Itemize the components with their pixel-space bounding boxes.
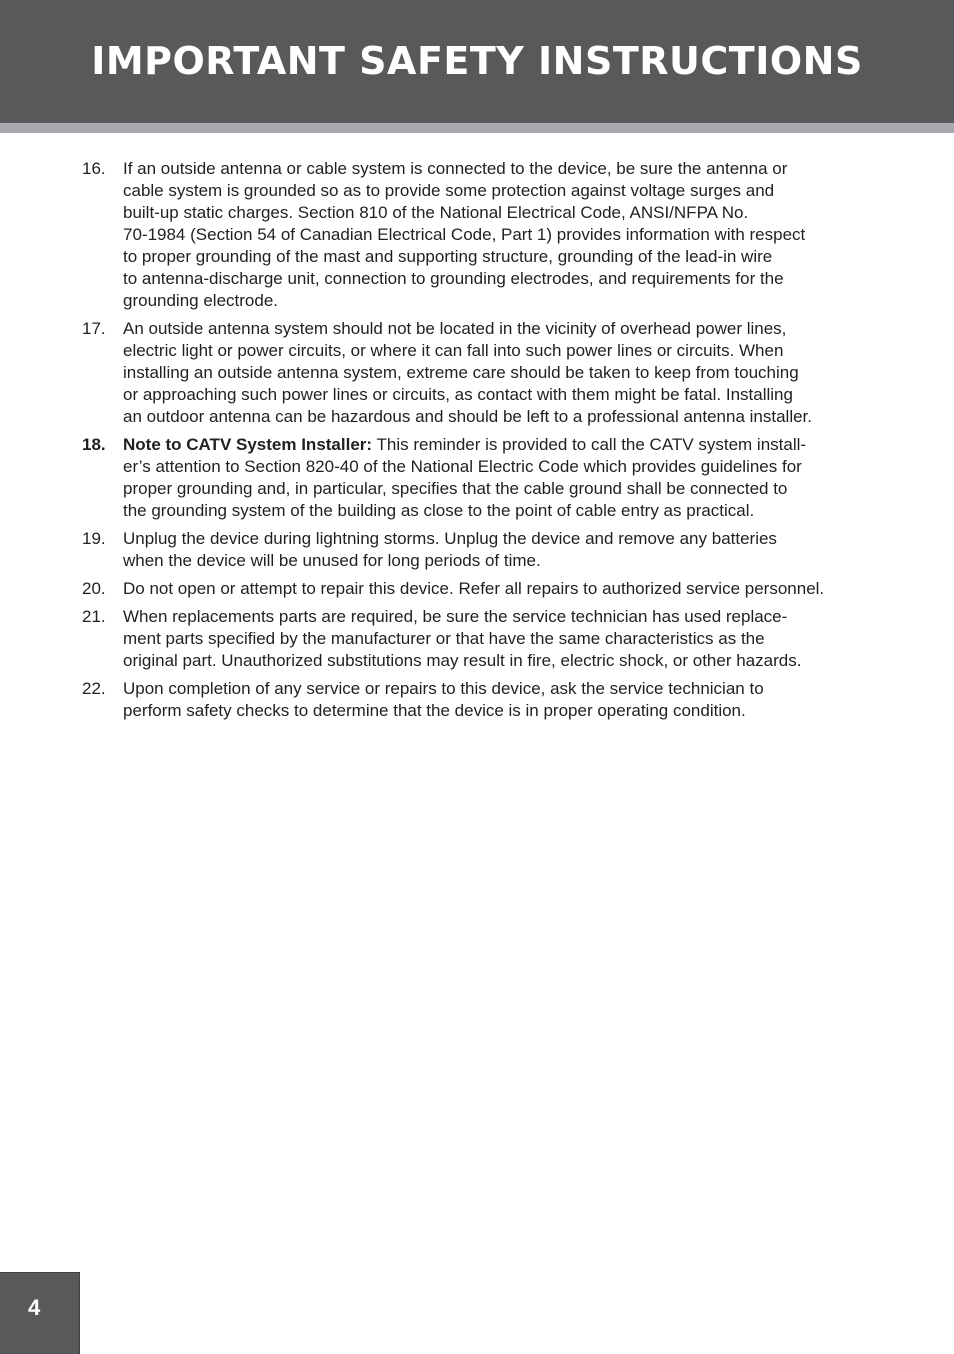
item-number: 22. [82, 679, 106, 698]
header-divider [0, 123, 954, 133]
item-text: When replacements parts are required, be sure the service technician has used replace- ment parts specified by the manufacturer or that have the same characteristics as the original part. Unauthorized substitutions may result in fire, electric shock, or other hazards. [123, 607, 802, 670]
instruction-list [82, 158, 882, 728]
page-header [0, 0, 954, 123]
list-item [82, 434, 882, 522]
item-text: This reminder is provided to call the CATV system install- er’s attention to Section 820-40 of the National Electric Code which provides guidelines for proper grounding and, in particular, specifies that the cable ground shall be connected to the grounding system of the building as close to the point of cable entry as practical. [123, 435, 807, 520]
page-number: 4 [28, 1295, 41, 1320]
item-text: Upon completion of any service or repairs to this device, ask the service technician to perform safety checks to determine that the device is in proper operating condition. [123, 679, 764, 720]
item-number: 19. [82, 529, 106, 548]
item-text: An outside antenna system should not be located in the vicinity of overhead power lines, electric light or power circuits, or where it can fall into such power lines or circuits. When installing an outside antenna system, extreme care should be taken to keep from touching or approaching such power lines or circuits, as contact with them might be fatal. Installing an outdoor antenna can be hazardous and should be left to a professional antenna installer. [123, 319, 813, 426]
list-item [82, 578, 882, 600]
item-text-wrapper [123, 434, 882, 522]
page-title: IMPORTANT SAFETY INSTRUCTIONS [91, 39, 863, 83]
item-number: 17. [82, 319, 106, 338]
list-item [82, 606, 882, 672]
item-text: Unplug the device during lightning storms. Unplug the device and remove any batteries when the device will be unused for long periods of time. [123, 529, 777, 570]
list-item [82, 158, 882, 312]
item-number: 20. [82, 579, 106, 598]
list-item [82, 528, 882, 572]
item-number: 18. [82, 435, 106, 454]
item-lead-heading: Note to CATV System Installer: [123, 435, 373, 454]
item-text: If an outside antenna or cable system is connected to the device, be sure the antenna or cable system is grounded so as to provide some protection against voltage surges and built-up static charges. Section 810 of the National Electrical Code, ANSI/NFPA No. 70-1984 (Section 54 of Canadian Electrical Code, Part 1) provides information with respect to proper grounding of the mast and supporting structure, grounding of the lead-in wire to antenna-discharge unit, connection to grounding electrodes, and requirements for the grounding electrode. [123, 159, 806, 310]
page-number-tab [0, 1272, 80, 1354]
item-number: 21. [82, 607, 106, 626]
item-text: Do not open or attempt to repair this device. Refer all repairs to authorized service personnel. [123, 579, 825, 598]
item-number: 16. [82, 159, 106, 178]
list-item [82, 678, 882, 722]
list-item [82, 318, 882, 428]
